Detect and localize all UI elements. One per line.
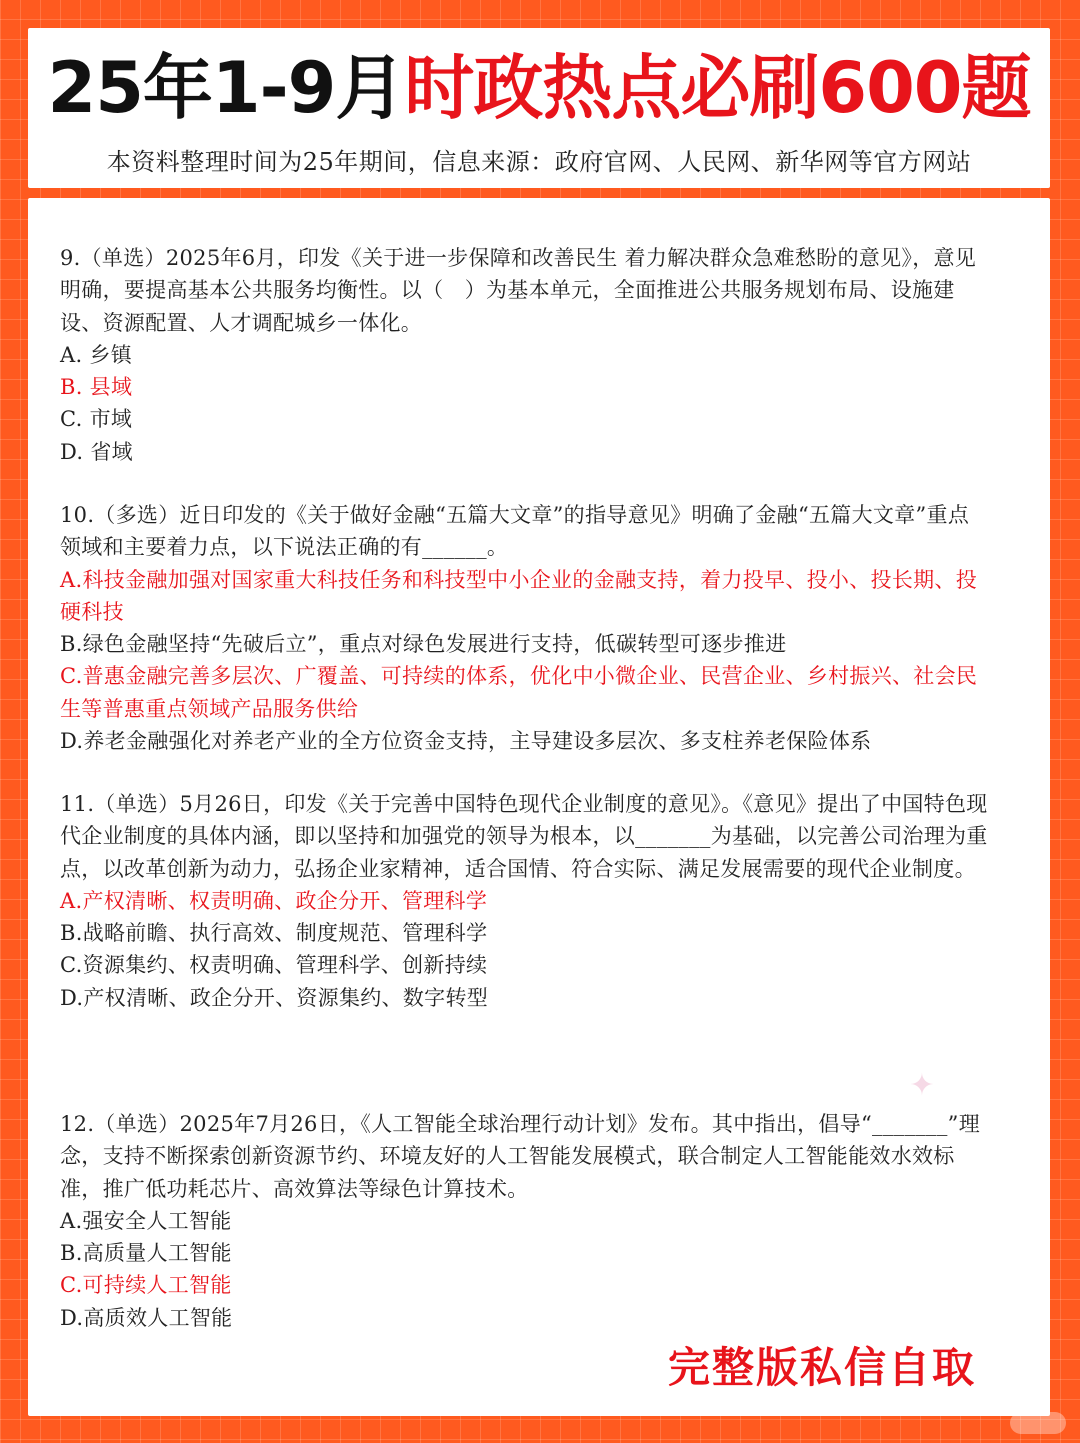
option-a-correct: A.科技金融加强对国家重大科技任务和科技型中小企业的金融支持，着力投早、投小、投长期、投硬科技 (60, 567, 978, 624)
question-text: 11.（单选）5月26日，印发《关于完善中国特色现代企业制度的意见》。《意见》提出了中国特色现代企业制度的具体内涵，即以坚持和加强党的领导为根本，以_______为基础，以完善公司治理为重点，以改革创新为动力，弘扬企业家精神，适合国情、符合实际、满足发展需要的现代企业制度。 (60, 792, 988, 881)
title-red-part: 时政热点必刷600题 (404, 47, 1031, 129)
source-subtitle: 本资料整理时间为25年期间，信息来源：政府官网、人民网、新华网等官方网站 (106, 148, 972, 176)
option-d: D.高质效人工智能 (60, 1305, 233, 1330)
questions-card (28, 198, 1050, 1416)
option-b: B.战略前瞻、执行高效、制度规范、管理科学 (60, 921, 488, 946)
option-a: A.强安全人工智能 (60, 1208, 232, 1233)
option-a-correct: A.产权清晰、权责明确、政企分开、管理科学 (60, 888, 488, 913)
question-11 (60, 788, 990, 1014)
watermark-badge (1010, 1412, 1066, 1434)
title-black-part: 25年1-9月 (47, 47, 405, 129)
option-d: D.养老金融强化对养老产业的全方位资金支持，主导建设多层次、多支柱养老保险体系 (60, 729, 872, 754)
option-d: D.产权清晰、政企分开、资源集约、数字转型 (60, 985, 489, 1010)
question-text: 9.（单选）2025年6月，印发《关于进一步保障和改善民生 着力解决群众急难愁盼的意见》，意见明确，要提高基本公共服务均衡性。以（ ）为基本单元，全面推进公共服务规划布局、设施建设、资源配置、人才调配城乡一体化。 (60, 246, 977, 335)
sparkle-icon: ✦ (909, 1068, 935, 1103)
option-b: B.绿色金融坚持“先破后立”，重点对绿色发展进行支持，低碳转型可逐步推进 (60, 632, 787, 657)
question-10 (60, 499, 990, 757)
option-c-correct: C.普惠金融完善多层次、广覆盖、可持续的体系，优化中小微企业、民营企业、乡村振兴、社会民生等普惠重点领域产品服务供给 (60, 664, 978, 721)
option-c: C.资源集约、权责明确、管理科学、创新持续 (60, 953, 488, 978)
question-12 (60, 1108, 990, 1334)
header-card (28, 28, 1050, 188)
question-text: 10.（多选）近日印发的《关于做好金融“五篇大文章”的指导意见》明确了金融“五篇大文章”重点领域和主要着力点，以下说法正确的有______。 (60, 503, 970, 560)
option-d: D. 省域 (60, 439, 133, 464)
question-9 (60, 242, 990, 468)
page-title (28, 42, 1050, 134)
option-c: C. 市域 (60, 407, 133, 432)
option-a: A. 乡镇 (60, 342, 133, 367)
option-c-correct: C.可持续人工智能 (60, 1273, 232, 1298)
question-text: 12.（单选）2025年7月26日，《人工智能全球治理行动计划》发布。其中指出，倡导“_______”理念，支持不断探索创新资源节约、环境友好的人工智能发展模式，联合制定人工智能能效水效标准，推广低功耗芯片、高效算法等绿色计算技术。 (60, 1112, 980, 1201)
option-b: B.高质量人工智能 (60, 1241, 232, 1266)
option-b-correct: B. 县域 (60, 375, 133, 400)
private-message-cta: 完整版私信自取 (668, 1343, 977, 1392)
